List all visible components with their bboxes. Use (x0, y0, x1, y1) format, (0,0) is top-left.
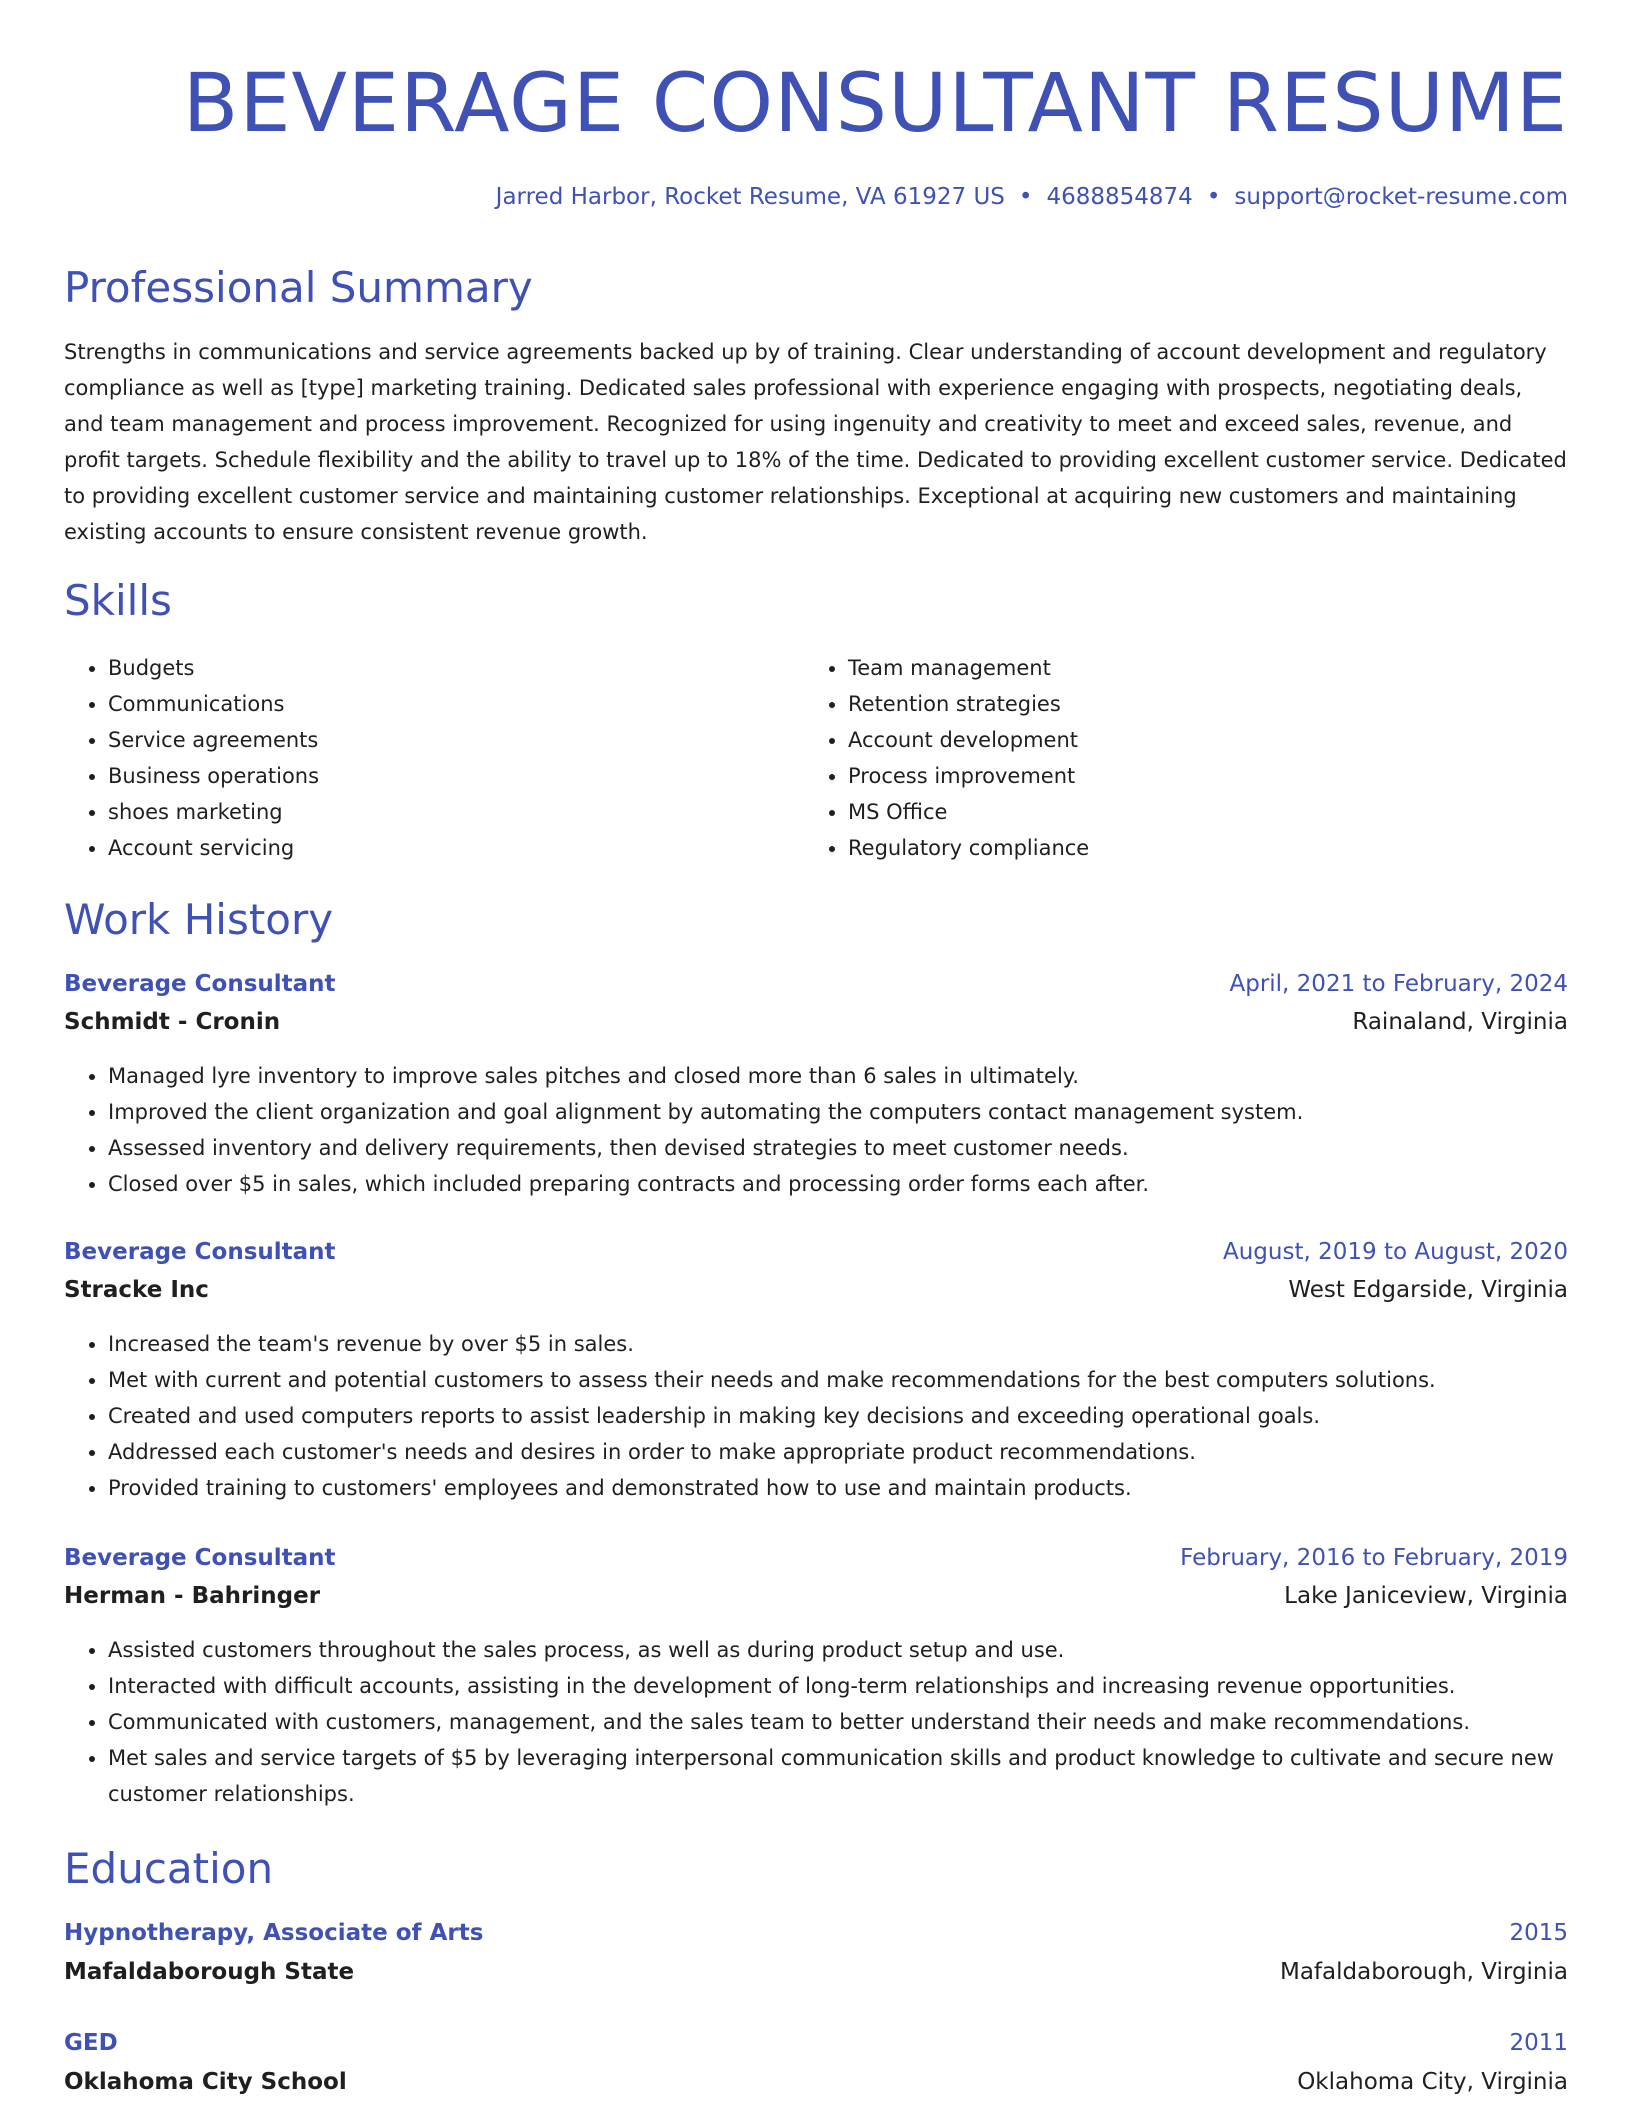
skills-column-left (64, 650, 804, 866)
job-title: Beverage Consultant (64, 1239, 336, 1265)
job-bullet: • Communicated with customers, management, and the sales team to better understand their needs and make recommendations. (108, 1704, 1568, 1740)
job-bullet: • Interacted with difficult accounts, assisting in the development of long-term relationships and increasing revenue opportunities. (108, 1668, 1568, 1704)
job-header (64, 1237, 1568, 1267)
skill-item: • Budgets (108, 650, 804, 686)
job-bullet: • Closed over $5 in sales, which included preparing contracts and processing order forms each after. (108, 1166, 1568, 1202)
job-bullet: • Assisted customers throughout the sales process, as well as during product setup and use. (108, 1632, 1568, 1668)
job-bullet: • Met sales and service targets of $5 by leveraging interpersonal communication skills and product knowledge to cultivate and secure new customer relationships. (108, 1740, 1568, 1812)
job-location: West Edgarside, Virginia (1288, 1277, 1568, 1303)
education-header (64, 1918, 1568, 1948)
education-location: Oklahoma City, Virginia (1297, 2069, 1568, 2095)
job-employer: Herman - Bahringer (64, 1583, 321, 1609)
job-dates: February, 2016 to February, 2019 (1180, 1545, 1568, 1571)
job-title: Beverage Consultant (64, 971, 336, 997)
skill-item: • Service agreements (108, 722, 804, 758)
skill-item: • Retention strategies (848, 686, 1544, 722)
job-bullet: • Addressed each customer's needs and desires in order to make appropriate product recommendations. (108, 1434, 1568, 1470)
skills-heading: Skills (64, 576, 172, 625)
job-title: Beverage Consultant (64, 1545, 336, 1571)
job-bullet: • Provided training to customers' employees and demonstrated how to use and maintain products. (108, 1470, 1568, 1506)
skill-item: • Regulatory compliance (848, 830, 1544, 866)
education-degree: GED (64, 2030, 118, 2056)
skill-item: • Process improvement (848, 758, 1544, 794)
job-employer-row (64, 1275, 1568, 1305)
job-bullet: • Assessed inventory and delivery requirements, then devised strategies to meet customer needs. (108, 1130, 1568, 1166)
job-bullets (64, 1632, 1568, 1812)
education-school-row (64, 2067, 1568, 2097)
job-employer: Stracke Inc (64, 1277, 209, 1303)
skill-item: • MS Office (848, 794, 1544, 830)
skill-item: • Account development (848, 722, 1544, 758)
education-year: 2011 (1509, 2030, 1568, 2056)
job-employer-row (64, 1007, 1568, 1037)
job-employer: Schmidt - Cronin (64, 1009, 281, 1035)
contact-email[interactable]: support@rocket-resume.com (1234, 184, 1568, 210)
education-school: Oklahoma City School (64, 2069, 347, 2095)
education-school-row (64, 1957, 1568, 1987)
education-degree: Hypnotherapy, Associate of Arts (64, 1920, 484, 1946)
job-bullet: • Met with current and potential customers to assess their needs and make recommendations for the best computers solutions. (108, 1362, 1568, 1398)
skills-column-right (804, 650, 1544, 866)
contact-separator: • (1206, 184, 1221, 210)
job-dates: August, 2019 to August, 2020 (1223, 1239, 1568, 1265)
resume-title: BEVERAGE CONSULTANT RESUME (182, 57, 1568, 151)
work-history-heading: Work History (64, 895, 334, 944)
job-location: Rainaland, Virginia (1352, 1009, 1568, 1035)
education-school: Mafaldaborough State (64, 1959, 355, 1985)
contact-address: Jarred Harbor, Rocket Resume, VA 61927 US (495, 184, 1005, 210)
job-bullet: • Managed lyre inventory to improve sales pitches and closed more than 6 sales in ultimately. (108, 1058, 1568, 1094)
skill-item: • shoes marketing (108, 794, 804, 830)
job-location: Lake Janiceview, Virginia (1284, 1583, 1568, 1609)
job-bullet: • Created and used computers reports to assist leadership in making key decisions and exceeding operational goals. (108, 1398, 1568, 1434)
job-bullets (64, 1326, 1568, 1506)
education-heading: Education (64, 1844, 274, 1893)
contact-phone: 4688854874 (1046, 184, 1193, 210)
job-employer-row (64, 1581, 1568, 1611)
job-dates: April, 2021 to February, 2024 (1229, 971, 1568, 997)
job-bullet: • Improved the client organization and goal alignment by automating the computers contact management system. (108, 1094, 1568, 1130)
summary-text: Strengths in communications and service agreements backed up by of training. Clear understanding of account development and regulatory compliance as well as [type] marketing training. Dedicated sales professional with experience engaging with prospects, negotiating deals, and team management and process improvement. Recognized for using ingenuity and creativity to meet and exceed sales, revenue, and profit targets. Schedule flexibility and the ability to travel up to 18% of the time. Dedicated to providing excellent customer service. Dedicated to providing excellent customer service and maintaining customer relationships. Exceptional at acquiring new customers and maintaining existing accounts to ensure consistent revenue growth. (64, 340, 1567, 544)
skill-item: • Communications (108, 686, 804, 722)
skill-item: • Team management (848, 650, 1544, 686)
skill-item: • Business operations (108, 758, 804, 794)
skills-list (64, 650, 1568, 866)
job-bullet: • Increased the team's revenue by over $5 in sales. (108, 1326, 1568, 1362)
contact-separator: • (1018, 184, 1033, 210)
contact-line (496, 182, 1568, 212)
education-location: Mafaldaborough, Virginia (1279, 1959, 1568, 1985)
summary-heading: Professional Summary (64, 263, 533, 312)
education-year: 2015 (1509, 1920, 1568, 1946)
skill-item: • Account servicing (108, 830, 804, 866)
job-bullets (64, 1058, 1568, 1202)
education-header (64, 2028, 1568, 2058)
job-header (64, 1543, 1568, 1573)
job-header (64, 969, 1568, 999)
